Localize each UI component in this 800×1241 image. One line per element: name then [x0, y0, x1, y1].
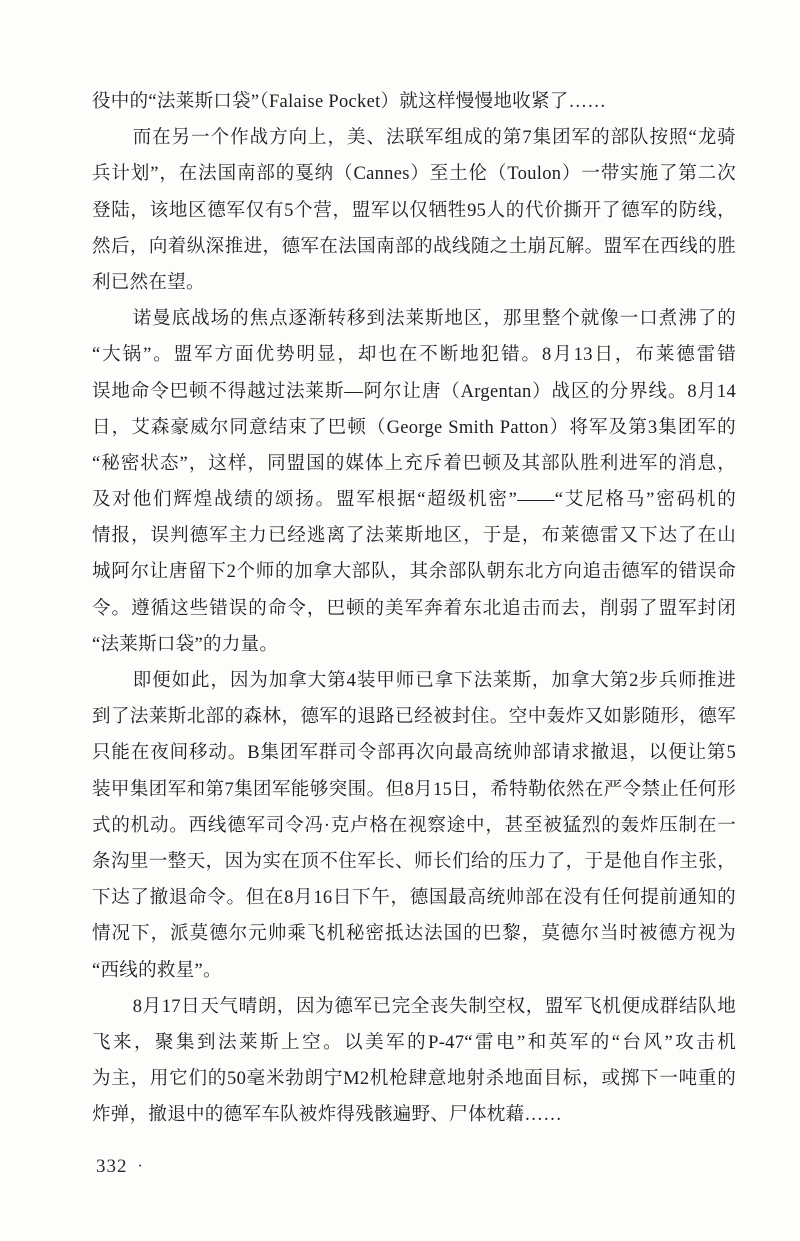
text-line: 而在另一个作战方向上，美、法联军组成的第7集团军的部队按照“龙骑 [132, 128, 736, 149]
text-line: 条沟里一整天，因为实在顶不住军长、师长们给的压力了，于是他自作主张， [92, 851, 736, 872]
page-text [92, 84, 736, 1133]
text-line: 炸弹，撤退中的德军车队被炸得残骸遍野、尸体枕藉…… [92, 1105, 563, 1126]
text-line: 下达了撤退命令。但在8月16日下午，德国最高统帅部在没有任何提前通知的 [92, 888, 736, 909]
text-line: “法莱斯口袋”的力量。 [92, 634, 279, 655]
text-line: 登陆，该地区德军仅有5个营，盟军以仅牺牲95人的代价撕开了德军的防线， [92, 200, 736, 221]
text-line: 到了法莱斯北部的森林，德军的退路已经被封住。空中轰炸又如影随形，德军 [92, 707, 736, 728]
text-line: 装甲集团军和第7集团军能够突围。但8月15日，希特勒依然在严令禁止任何形 [92, 779, 736, 800]
text-line: 式的机动。西线德军司令冯·克卢格在视察途中，甚至被猛烈的轰炸压制在一 [92, 815, 736, 836]
page-footer [96, 1156, 144, 1178]
text-line: 情况下，派莫德尔元帅乘飞机秘密抵达法国的巴黎，莫德尔当时被德方视为 [92, 924, 736, 945]
text-line: 为主，用它们的50毫米勃朗宁M2机枪肆意地射杀地面目标，或掷下一吨重的 [92, 1069, 736, 1090]
text-line: 只能在夜间移动。B集团军群司令部再次向最高统帅部请求撤退，以便让第5 [92, 743, 736, 764]
text-line: “秘密状态”，这样，同盟国的媒体上充斥着巴顿及其部队胜利进军的消息， [92, 453, 736, 474]
text-line: 诺曼底战场的焦点逐渐转移到法莱斯地区，那里整个就像一口煮沸了的 [132, 309, 736, 330]
text-line: 情报，误判德军主力已经逃离了法莱斯地区，于是，布莱德雷又下达了在山 [92, 526, 736, 547]
text-line: “西线的救星”。 [92, 960, 222, 981]
text-line: 城阿尔让唐留下2个师的加拿大部队，其余部队朝东北方向追击德军的错误命 [92, 562, 736, 583]
text-line: 兵计划”，在法国南部的戛纳（Cannes）至土伦（Toulon）一带实施了第二次 [92, 164, 736, 185]
text-line: 役中的“法莱斯口袋”（Falaise Pocket）就这样慢慢地收紧了…… [92, 92, 607, 112]
page-number: 332 [96, 1156, 128, 1177]
text-line: 飞来，聚集到法莱斯上空。以美军的P-47“雷电”和英军的“台风”攻击机 [92, 1032, 736, 1053]
footer-dot: · [137, 1158, 144, 1175]
text-line: 误地命令巴顿不得越过法莱斯—阿尔让唐（Argentan）战区的分界线。8月14 [92, 381, 736, 402]
text-line: 8月17日天气晴朗，因为德军已完全丧失制空权，盟军飞机便成群结队地 [132, 996, 736, 1017]
text-line: 即便如此，因为加拿大第4装甲师已拿下法莱斯，加拿大第2步兵师推进 [132, 671, 736, 691]
text-line: 利已然在望。 [92, 272, 205, 293]
text-line: 令。遵循这些错误的命令，巴顿的美军奔着东北追击而去，削弱了盟军封闭 [92, 598, 736, 619]
text-line: 然后，向着纵深推进，德军在法国南部的战线随之土崩瓦解。盟军在西线的胜 [92, 236, 736, 257]
text-line: “大锅”。盟军方面优势明显，却也在不断地犯错。8月13日，布莱德雷错 [92, 345, 736, 366]
text-line: 日，艾森豪威尔同意结束了巴顿（George Smith Patton）将军及第3集团军的 [92, 417, 736, 438]
text-line: 及对他们辉煌战绩的颂扬。盟军根据“超级机密”——“艾尼格马”密码机的 [92, 490, 736, 511]
